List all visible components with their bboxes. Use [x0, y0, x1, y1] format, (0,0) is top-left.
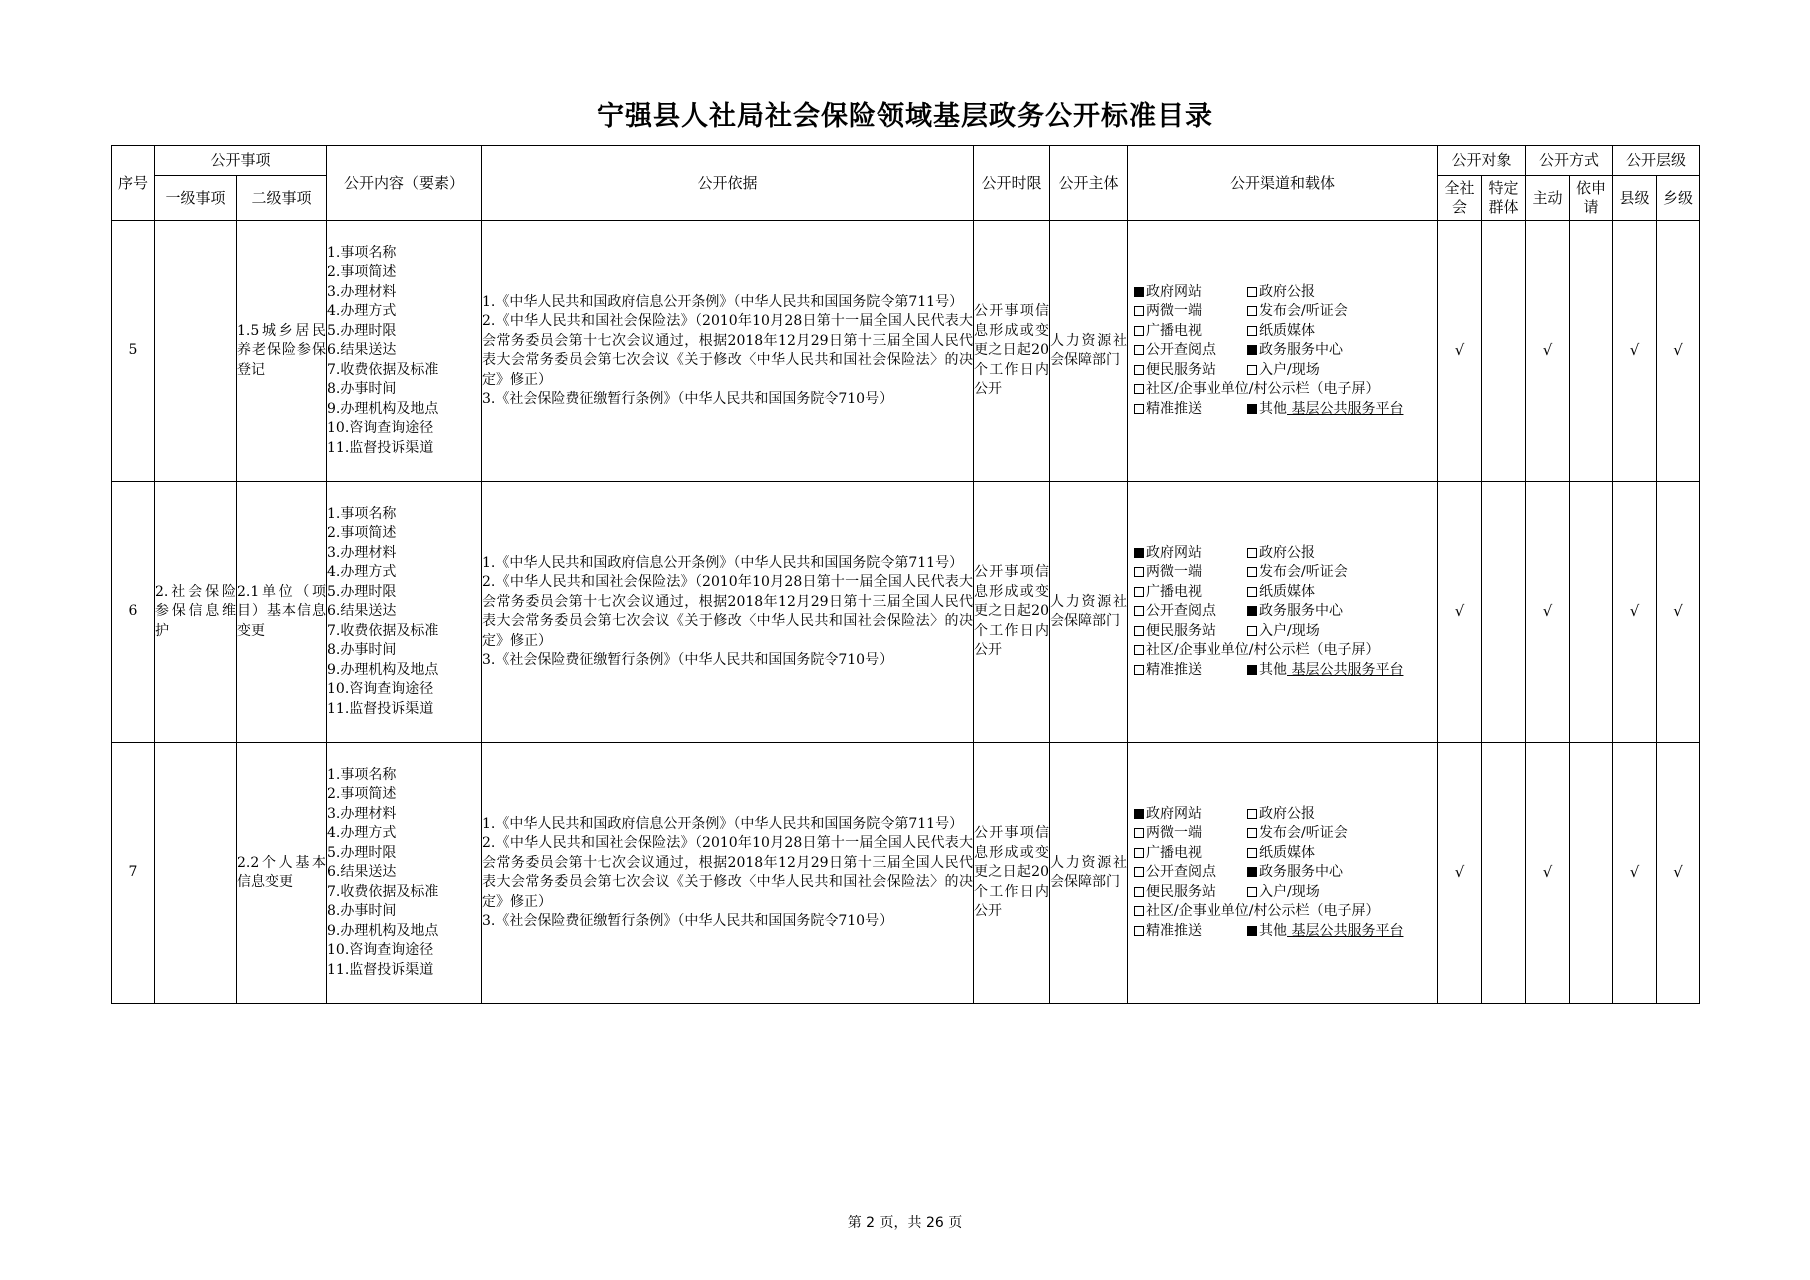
channel-item	[1247, 805, 1315, 825]
channel-label: 发布会/听证会	[1259, 825, 1348, 842]
unchecked-box-icon	[1247, 326, 1257, 336]
row-channels	[1128, 743, 1438, 1004]
channel-item	[1134, 322, 1247, 342]
channel-item	[1247, 302, 1348, 322]
channel-item	[1247, 863, 1343, 883]
channel-label: 广播电视	[1146, 844, 1203, 861]
unchecked-box-icon	[1247, 548, 1257, 558]
row-seq: 5	[112, 221, 155, 482]
row-target-all: √	[1438, 221, 1482, 482]
channel-label: 广播电视	[1146, 583, 1203, 600]
content-item: 10.咨询查询途径	[327, 420, 434, 437]
basis-item: 3.《社会保险费征缴暂行条例》（中华人民共和国国务院令710号）	[482, 652, 894, 668]
content-item: 7.收费依据及标准	[327, 361, 439, 378]
checked-box-icon	[1247, 404, 1257, 414]
row-basis	[482, 482, 974, 743]
header-level: 公开层级	[1613, 146, 1700, 176]
unchecked-box-icon	[1134, 665, 1144, 675]
channel-label: 政务服务中心	[1259, 603, 1344, 620]
header-target: 公开对象	[1438, 146, 1526, 176]
content-item: 8.办事时间	[327, 642, 397, 659]
row-content	[327, 482, 482, 743]
channel-other-detail: 基层公共服务平台	[1287, 661, 1404, 678]
content-item: 9.办理机构及地点	[327, 400, 439, 417]
unchecked-box-icon	[1134, 345, 1144, 355]
header-subject: 公开主体	[1050, 146, 1128, 221]
row-target-all: √	[1438, 482, 1482, 743]
row-level1: 2.社会保险参保信息维护	[155, 482, 237, 743]
unchecked-box-icon	[1134, 867, 1144, 877]
row-method-apply	[1570, 482, 1613, 743]
channel-label: 精准推送	[1146, 922, 1203, 939]
unchecked-box-icon	[1134, 848, 1144, 858]
unchecked-box-icon	[1247, 828, 1257, 838]
unchecked-box-icon	[1134, 626, 1144, 636]
channel-item	[1247, 922, 1403, 942]
row-target-specific	[1482, 482, 1526, 743]
channel-item	[1247, 361, 1320, 381]
unchecked-box-icon	[1134, 828, 1144, 838]
header-basis: 公开依据	[482, 146, 974, 221]
row-level-county: √	[1613, 221, 1657, 482]
channel-item	[1134, 641, 1379, 661]
unchecked-box-icon	[1247, 567, 1257, 577]
unchecked-box-icon	[1134, 404, 1144, 414]
row-seq: 7	[112, 743, 155, 1004]
row-level-county: √	[1613, 482, 1657, 743]
channel-label: 纸质媒体	[1259, 583, 1316, 600]
channel-label: 政府公报	[1259, 283, 1316, 300]
channel-other-detail: 基层公共服务平台	[1287, 922, 1404, 939]
channel-label: 便民服务站	[1146, 883, 1217, 900]
row-method-active: √	[1526, 221, 1570, 482]
unchecked-box-icon	[1134, 384, 1144, 394]
channel-label: 广播电视	[1146, 322, 1203, 339]
header-level1: 一级事项	[155, 176, 237, 221]
channel-label: 公开查阅点	[1146, 864, 1217, 881]
row-level-county: √	[1613, 743, 1657, 1004]
channel-item	[1134, 863, 1247, 883]
content-item: 10.咨询查询途径	[327, 681, 434, 698]
channel-item	[1247, 563, 1348, 583]
channel-label: 入户/现场	[1259, 622, 1320, 639]
channel-other-detail: 基层公共服务平台	[1287, 400, 1404, 417]
header-channels: 公开渠道和载体	[1128, 146, 1438, 221]
content-item: 3.办理材料	[327, 283, 397, 300]
page-title: 宁强县人社局社会保险领域基层政务公开标准目录	[597, 101, 1213, 132]
channel-label: 公开查阅点	[1146, 603, 1217, 620]
checked-box-icon	[1247, 345, 1257, 355]
row-method-apply	[1570, 743, 1613, 1004]
checked-box-icon	[1247, 665, 1257, 675]
content-item: 1.事项名称	[327, 505, 397, 522]
channel-label: 便民服务站	[1146, 622, 1217, 639]
basis-item: 1.《中华人民共和国政府信息公开条例》（中华人民共和国国务院令第711号）	[482, 554, 964, 571]
row-subject: 人力资源社会保障部门	[1050, 743, 1128, 1004]
row-seq: 6	[112, 482, 155, 743]
unchecked-box-icon	[1134, 926, 1144, 936]
channel-item	[1134, 341, 1247, 361]
content-item: 4.办理方式	[327, 303, 397, 320]
channel-item	[1134, 902, 1379, 922]
channel-label: 社区/企事业单位/村公示栏（电子屏）	[1146, 381, 1380, 398]
channel-label: 社区/企事业单位/村公示栏（电子屏）	[1146, 903, 1380, 920]
unchecked-box-icon	[1134, 306, 1144, 316]
unchecked-box-icon	[1134, 887, 1144, 897]
row-channels	[1128, 221, 1438, 482]
channel-label: 发布会/听证会	[1259, 564, 1348, 581]
content-item: 5.办理时限	[327, 583, 397, 600]
content-item: 5.办理时限	[327, 322, 397, 339]
basis-item: 3.《社会保险费征缴暂行条例》（中华人民共和国国务院令710号）	[482, 391, 894, 407]
channel-item	[1247, 661, 1403, 681]
row-level-town: √	[1657, 221, 1700, 482]
channel-item	[1247, 602, 1343, 622]
content-item: 6.结果送达	[327, 864, 397, 881]
table-row	[112, 482, 1700, 743]
channel-item	[1247, 283, 1315, 303]
channel-label: 政府网站	[1146, 283, 1203, 300]
row-method-active: √	[1526, 743, 1570, 1004]
content-item: 10.咨询查询途径	[327, 942, 434, 959]
content-item: 2.事项简述	[327, 525, 397, 542]
channel-label: 入户/现场	[1259, 361, 1320, 378]
content-item: 8.办事时间	[327, 903, 397, 920]
channel-label: 两微一端	[1146, 564, 1203, 581]
row-level-town: √	[1657, 743, 1700, 1004]
header-method: 公开方式	[1526, 146, 1613, 176]
channel-item	[1134, 283, 1247, 303]
content-item: 5.办理时限	[327, 844, 397, 861]
unchecked-box-icon	[1247, 365, 1257, 375]
channel-label: 精准推送	[1146, 661, 1203, 678]
row-level2: 2.1单位（项目）基本信息变更	[237, 482, 327, 743]
unchecked-box-icon	[1134, 645, 1144, 655]
basis-item: 2.《中华人民共和国社会保险法》（2010年10月28日第十一届全国人民代表大会常务委员会第十七次会议通过，根据2018年12月29日第十三届全国人民代表大会常务委员会第七次会议《关于修改〈中华人民共和国社会保险法〉的决定》修正）	[482, 835, 974, 910]
header-content: 公开内容（要素）	[327, 146, 482, 221]
header-time-limit: 公开时限	[974, 146, 1050, 221]
row-subject: 人力资源社会保障部门	[1050, 482, 1128, 743]
content-item: 11.监督投诉渠道	[327, 961, 434, 978]
row-content	[327, 743, 482, 1004]
unchecked-box-icon	[1134, 326, 1144, 336]
channel-item	[1247, 583, 1315, 603]
header-level-county: 县级	[1613, 176, 1657, 221]
unchecked-box-icon	[1247, 287, 1257, 297]
header-level-town: 乡级	[1657, 176, 1700, 221]
content-item: 11.监督投诉渠道	[327, 700, 434, 717]
channel-item	[1134, 824, 1247, 844]
channel-item	[1134, 544, 1247, 564]
channel-label: 其他	[1259, 661, 1288, 678]
table-row	[112, 743, 1700, 1004]
checked-box-icon	[1247, 926, 1257, 936]
row-method-apply	[1570, 221, 1613, 482]
channel-label: 精准推送	[1146, 400, 1203, 417]
channel-label: 政府网站	[1146, 544, 1203, 561]
row-level-town: √	[1657, 482, 1700, 743]
channel-label: 纸质媒体	[1259, 844, 1316, 861]
row-basis	[482, 221, 974, 482]
channel-label: 两微一端	[1146, 825, 1203, 842]
channel-label: 社区/企事业单位/村公示栏（电子屏）	[1146, 642, 1380, 659]
row-method-active: √	[1526, 482, 1570, 743]
channel-item	[1134, 583, 1247, 603]
row-level1	[155, 743, 237, 1004]
channel-label: 政府公报	[1259, 544, 1316, 561]
channel-item	[1247, 824, 1348, 844]
row-channels	[1128, 482, 1438, 743]
channel-item	[1134, 400, 1247, 420]
unchecked-box-icon	[1247, 887, 1257, 897]
row-time-limit: 公开事项信息形成或变更之日起20个工作日内公开	[974, 482, 1050, 743]
row-basis	[482, 743, 974, 1004]
content-item: 8.办事时间	[327, 381, 397, 398]
unchecked-box-icon	[1247, 626, 1257, 636]
basis-item: 2.《中华人民共和国社会保险法》（2010年10月28日第十一届全国人民代表大会常务委员会第十七次会议通过，根据2018年12月29日第十三届全国人民代表大会常务委员会第七次会议《关于修改〈中华人民共和国社会保险法〉的决定》修正）	[482, 313, 974, 388]
channel-item	[1134, 302, 1247, 322]
channel-item	[1134, 361, 1247, 381]
content-item: 6.结果送达	[327, 342, 397, 359]
table-row	[112, 221, 1700, 482]
channel-item	[1134, 380, 1379, 400]
row-target-all: √	[1438, 743, 1482, 1004]
channel-label: 两微一端	[1146, 303, 1203, 320]
row-target-specific	[1482, 743, 1526, 1004]
channel-item	[1134, 883, 1247, 903]
content-item: 4.办理方式	[327, 825, 397, 842]
content-item: 3.办理材料	[327, 805, 397, 822]
basis-item: 3.《社会保险费征缴暂行条例》（中华人民共和国国务院令710号）	[482, 913, 894, 929]
channel-label: 其他	[1259, 400, 1288, 417]
channel-label: 政府网站	[1146, 805, 1203, 822]
content-item: 1.事项名称	[327, 244, 397, 261]
checked-box-icon	[1134, 809, 1144, 819]
content-item: 9.办理机构及地点	[327, 661, 439, 678]
unchecked-box-icon	[1134, 567, 1144, 577]
header-matters: 公开事项	[155, 146, 327, 176]
header-method-apply: 依申请	[1570, 176, 1613, 221]
basis-item: 1.《中华人民共和国政府信息公开条例》（中华人民共和国国务院令第711号）	[482, 815, 964, 832]
content-item: 9.办理机构及地点	[327, 922, 439, 939]
channel-item	[1134, 563, 1247, 583]
content-item: 4.办理方式	[327, 564, 397, 581]
directory-table	[111, 145, 1700, 1004]
checked-box-icon	[1247, 606, 1257, 616]
checked-box-icon	[1134, 287, 1144, 297]
unchecked-box-icon	[1247, 306, 1257, 316]
channel-label: 政府公报	[1259, 805, 1316, 822]
channel-label: 政务服务中心	[1259, 864, 1344, 881]
page-footer: 第 2 页，共 26 页	[847, 1215, 963, 1231]
unchecked-box-icon	[1247, 809, 1257, 819]
channel-label: 政务服务中心	[1259, 342, 1344, 359]
unchecked-box-icon	[1134, 906, 1144, 916]
channel-label: 入户/现场	[1259, 883, 1320, 900]
content-item: 7.收费依据及标准	[327, 883, 439, 900]
channel-item	[1247, 322, 1315, 342]
content-item: 7.收费依据及标准	[327, 622, 439, 639]
row-content	[327, 221, 482, 482]
channel-label: 公开查阅点	[1146, 342, 1217, 359]
checked-box-icon	[1247, 867, 1257, 877]
header-level2: 二级事项	[237, 176, 327, 221]
channel-item	[1134, 922, 1247, 942]
header-target-all: 全社会	[1438, 176, 1482, 221]
checked-box-icon	[1134, 548, 1144, 558]
unchecked-box-icon	[1134, 606, 1144, 616]
basis-item: 1.《中华人民共和国政府信息公开条例》（中华人民共和国国务院令第711号）	[482, 293, 964, 310]
row-time-limit: 公开事项信息形成或变更之日起20个工作日内公开	[974, 221, 1050, 482]
channel-item	[1247, 844, 1315, 864]
header-target-specific: 特定群体	[1482, 176, 1526, 221]
unchecked-box-icon	[1134, 365, 1144, 375]
content-item: 2.事项简述	[327, 264, 397, 281]
unchecked-box-icon	[1247, 848, 1257, 858]
channel-item	[1247, 883, 1320, 903]
content-item: 1.事项名称	[327, 766, 397, 783]
channel-label: 便民服务站	[1146, 361, 1217, 378]
channel-item	[1247, 400, 1403, 420]
channel-item	[1134, 622, 1247, 642]
channel-item	[1247, 622, 1320, 642]
channel-item	[1134, 661, 1247, 681]
unchecked-box-icon	[1134, 587, 1144, 597]
channel-item	[1134, 844, 1247, 864]
header-seq: 序号	[112, 146, 155, 221]
content-item: 11.监督投诉渠道	[327, 439, 434, 456]
row-level1	[155, 221, 237, 482]
row-level2: 1.5城乡居民养老保险参保登记	[237, 221, 327, 482]
row-target-specific	[1482, 221, 1526, 482]
header-method-active: 主动	[1526, 176, 1570, 221]
channel-label: 纸质媒体	[1259, 322, 1316, 339]
unchecked-box-icon	[1247, 587, 1257, 597]
channel-item	[1247, 544, 1315, 564]
row-time-limit: 公开事项信息形成或变更之日起20个工作日内公开	[974, 743, 1050, 1004]
channel-label: 发布会/听证会	[1259, 303, 1348, 320]
channel-item	[1134, 805, 1247, 825]
content-item: 2.事项简述	[327, 786, 397, 803]
channel-item	[1247, 341, 1343, 361]
channel-item	[1134, 602, 1247, 622]
row-level2: 2.2个人基本信息变更	[237, 743, 327, 1004]
row-subject: 人力资源社会保障部门	[1050, 221, 1128, 482]
content-item: 3.办理材料	[327, 544, 397, 561]
table-body	[112, 221, 1700, 1004]
basis-item: 2.《中华人民共和国社会保险法》（2010年10月28日第十一届全国人民代表大会常务委员会第十七次会议通过，根据2018年12月29日第十三届全国人民代表大会常务委员会第七次会议《关于修改〈中华人民共和国社会保险法〉的决定》修正）	[482, 574, 974, 649]
channel-label: 其他	[1259, 922, 1288, 939]
content-item: 6.结果送达	[327, 603, 397, 620]
